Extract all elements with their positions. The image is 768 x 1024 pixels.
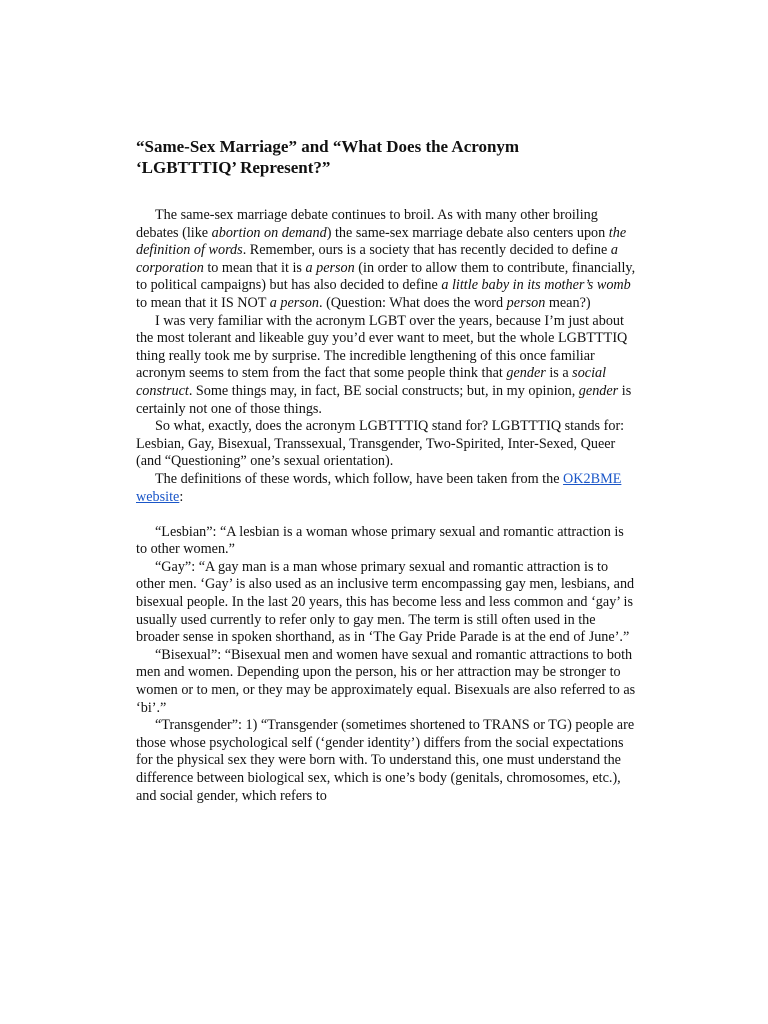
italic-run: a little baby in its mother’s womb	[441, 277, 631, 294]
definition-gay: “Gay”: “A gay man is a man whose primary sexual and romantic attraction is to other men. ‘Gay’ is also used as an inclusive term encompassing gay men, lesbians, and bisexual people. In the last 20 years, this has become less and less common and ‘gay’ is usually used currently to refer only to gay men. The term is still often used in the broader sense in spoken shorthand, as in ‘The Gay Pride Parade is at the end of June’.”	[136, 558, 635, 646]
text-run: ) the same-sex marriage debate also centers upon	[326, 224, 609, 241]
text-run: mean?)	[545, 294, 591, 311]
italic-run: gender	[578, 382, 619, 399]
definition-lesbian: “Lesbian”: “A lesbian is a woman whose primary sexual and romantic attraction is to other women.”	[136, 523, 624, 558]
italic-run: social construct	[136, 365, 607, 399]
definition-bisexual: “Bisexual”: “Bisexual men and women have sexual and romantic attractions to both men and women. Depending upon the person, his or her attraction may be stronger to women or to men, or they may be approximately equal. Bisexuals are also referred to as ‘bi’.”	[136, 646, 636, 716]
document-page	[136, 128, 636, 805]
page-title: “Same-Sex Marriage” and “What Does the Acronym ‘LGBTTTIQ’ Represent?”	[136, 137, 520, 177]
paragraph-acronym-familiarity	[136, 313, 636, 419]
document-body	[136, 207, 636, 805]
paragraph-intro	[136, 207, 636, 313]
paragraph-spacer	[136, 506, 636, 524]
text-run: The definitions of these words, which follow, have been taken from the	[155, 470, 564, 487]
text-run: :	[179, 488, 184, 505]
ok2bme-website-link[interactable]: OK2BME website	[136, 470, 622, 505]
italic-run: abortion on demand	[211, 224, 327, 241]
italic-run: a corporation	[136, 242, 618, 276]
italic-run: gender	[506, 365, 546, 382]
text-run: to mean that it IS NOT	[136, 294, 270, 311]
italic-run: a person	[305, 259, 355, 276]
paragraph-acronym-meaning: So what, exactly, does the acronym LGBTTTIQ stand for? LGBTTTIQ stands for: Lesbian, Gay, Bisexual, Transsexual, Transgender, Two-Spirited, Inter-Sexed, Queer (and “Questioning” one’s sexual orientation).	[136, 418, 625, 470]
text-run: . (Question: What does the word	[318, 294, 507, 311]
paragraph-definitions-source	[136, 471, 636, 506]
text-run: The same-sex marriage debate continues to broil. As with many other broiling debates (like	[136, 207, 598, 241]
text-run: . Some things may, in fact, BE social constructs; but, in my opinion,	[188, 382, 579, 399]
definition-transgender: “Transgender”: 1) “Transgender (sometimes shortened to TRANS or TG) people are those whose psychological self (‘gender identity’) differs from the social expectations for the physical sex they were born with. To understand this, one must understand the difference between biological sex, which is one’s body (genitals, chromosomes, etc.), and social gender, which refers to	[136, 717, 635, 804]
text-run: I was very familiar with the acronym LGBT over the years, because I’m just about the most tolerant and likeable guy you’d ever want to meet, but the whole LGBTTTIQ thing really took me by surprise. The incredible lengthening of this once familiar acronym seems to stem from the fact that some people think that	[136, 312, 628, 382]
text-run: is certainly not one of those things.	[136, 382, 632, 417]
text-run: (in order to allow them to contribute, financially, to political campaigns) but has also decided to define	[136, 259, 636, 294]
italic-run: the definition of words	[136, 224, 627, 259]
italic-run: person	[506, 294, 546, 311]
italic-run: a person	[269, 294, 319, 311]
text-run: to mean that it is	[203, 259, 306, 276]
text-run: is a	[545, 365, 573, 382]
text-run: . Remember, ours is a society that has recently decided to define	[242, 242, 611, 259]
